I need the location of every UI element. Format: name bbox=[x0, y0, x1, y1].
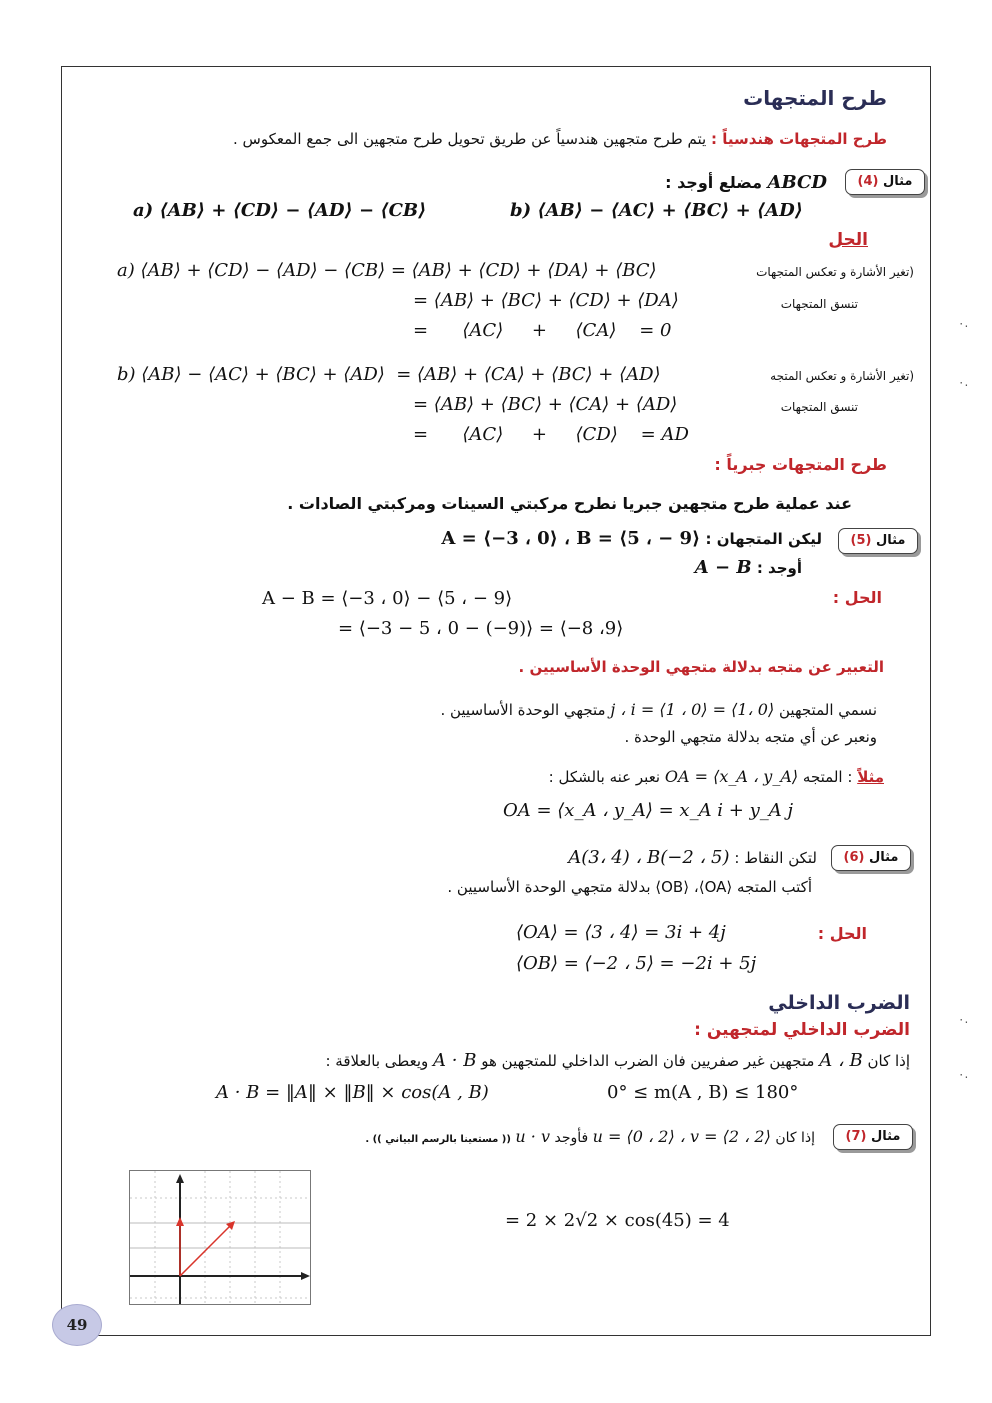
algebraic-heading: طرح المتجهات جبرياً : bbox=[714, 455, 887, 474]
geometric-text: يتم طرح متجهين هندسياً عن طريق تحويل طرح متجهين الى جمع المعكوس . bbox=[232, 130, 707, 148]
polygon-name: ABCD bbox=[767, 172, 827, 193]
solution5-label: الحل : bbox=[832, 588, 882, 607]
example4-part-b: b) ⟨AB⟩ − ⟨AC⟩ + ⟨BC⟩ + ⟨AD⟩ bbox=[510, 200, 803, 221]
example7-line: إذا كان u = ⟨0 ، 2⟩ ، v = ⟨2 ، 2⟩ فأوجد u · v (( مستعينا بالرسم البياني )) . bbox=[365, 1127, 815, 1146]
section-title-subtraction: طرح المتجهات bbox=[743, 86, 887, 110]
example4-badge: مثال (4) bbox=[845, 169, 925, 195]
example7-find-expr: u · v bbox=[515, 1127, 551, 1146]
sol4-a3: = ⟨AC⟩ + ⟨CA⟩ = 0 bbox=[413, 320, 672, 341]
dot-math-ab: A ، B bbox=[819, 1050, 863, 1071]
geometric-heading: طرح المتجهات هندسياً : bbox=[710, 130, 887, 148]
sol4-a2-note: تنسق المتجهات bbox=[780, 297, 858, 311]
vector-graph-svg bbox=[130, 1171, 310, 1304]
dot-text: إذا كان A ، B متجهين غير صفريين فان الضرب الداخلي للمتجهين هو A · B ويعطى بالعلاقة : bbox=[325, 1050, 910, 1071]
dot-formula: A · B = ‖A‖ × ‖B‖ × cos(A , B) bbox=[216, 1082, 489, 1103]
dot-math-adotb: A · B bbox=[433, 1050, 477, 1071]
unit-example-math: OA = ⟨x_A ، y_A⟩ bbox=[664, 767, 799, 786]
example7-badge: مثال (7) bbox=[833, 1124, 913, 1150]
example6-sol2: ⟨OB⟩ = ⟨−2 ، 5⟩ = −2i + 5j bbox=[516, 953, 757, 974]
example6-points-math: A(3، 4) ، B(−2 ، 5) bbox=[568, 847, 730, 868]
sol4-a1-note: (تغير الأشارة و تعكس المتجهات bbox=[756, 265, 914, 279]
geometric-line bbox=[233, 130, 887, 148]
unit-vectors-math: ⟨0 ،1⟩ = j ، i = ⟨1 ، 0⟩ bbox=[610, 700, 775, 719]
example6-instruction: أكتب المتجه ⟨OA⟩، ⟨OB⟩ بدلالة متجهي الوحدة الأساسيين . bbox=[447, 878, 812, 896]
sol5-line2: = ⟨−3 − 5 ، 0 − (−9)⟩ = ⟨−8 ،9⟩ bbox=[338, 618, 624, 639]
example4-part-a: a) ⟨AB⟩ + ⟨CD⟩ − ⟨AD⟩ − ⟨CB⟩ bbox=[133, 200, 427, 221]
margin-dot: ٠. bbox=[958, 1067, 969, 1081]
sol4-a1: a) ⟨AB⟩ + ⟨CD⟩ − ⟨AD⟩ − ⟨CB⟩ = ⟨AB⟩ + ⟨CD⟩ + ⟨DA⟩ + ⟨BC⟩ bbox=[117, 260, 657, 281]
example7-result: = 2 × 2√2 × cos(45) = 4 bbox=[505, 1210, 730, 1231]
x-axis-arrow bbox=[301, 1272, 310, 1280]
page-number-badge bbox=[52, 1304, 102, 1346]
unit-line2: ونعبر عن أي متجه بدلالة متجهي الوحدة . bbox=[624, 728, 877, 746]
solution6-label: الحل : bbox=[817, 924, 867, 943]
example7-hint: (( مستعينا بالرسم البياني )) . bbox=[365, 1134, 511, 1145]
unit-example-formula: OA = ⟨x_A ، y_A⟩ = x_A i + y_A j bbox=[503, 800, 794, 821]
unit-heading: التعبير عن متجه بدلالة متجهي الوحدة الأساسيين . bbox=[518, 658, 884, 676]
dot-subheading: الضرب الداخلي لمتجهين : bbox=[694, 1020, 910, 1040]
sol4-a2: = ⟨AB⟩ + ⟨BC⟩ + ⟨CD⟩ + ⟨DA⟩ bbox=[413, 290, 679, 311]
sol4-b1: b) ⟨AB⟩ − ⟨AC⟩ + ⟨BC⟩ + ⟨AD⟩ = ⟨AB⟩ + ⟨CA⟩ + ⟨BC⟩ + ⟨AD⟩ bbox=[117, 364, 661, 385]
example7-vectors: u = ⟨0 ، 2⟩ ، v = ⟨2 ، 2⟩ bbox=[592, 1127, 771, 1146]
algebraic-text: عند عملية طرح متجهين جبريا نطرح مركبتي السينات ومركبتي الصادات . bbox=[287, 494, 852, 513]
unit-line1: نسمي المتجهين ⟨0 ،1⟩ = j ، i = ⟨1 ، 0⟩ متجهي الوحدة الأساسيين . bbox=[440, 700, 877, 719]
example4-prompt: ABCD مضلع أوجد : bbox=[665, 172, 827, 193]
sol4-b2: = ⟨AB⟩ + ⟨BC⟩ + ⟨CA⟩ + ⟨AD⟩ bbox=[413, 394, 678, 415]
graph-grid bbox=[130, 1171, 310, 1304]
sol4-b2-note: تنسق المتجهات bbox=[780, 400, 858, 414]
vector-v bbox=[180, 1226, 230, 1276]
unit-example-line: مثلاً : المتجه OA = ⟨x_A ، y_A⟩ نعبر عنه بالشكل : bbox=[548, 767, 884, 786]
sol5-line1: A − B = ⟨−3 ، 0⟩ − ⟨5 ، − 9⟩ bbox=[262, 588, 513, 609]
vector-graph bbox=[129, 1170, 311, 1305]
example5-vectors: A = ⟨−3 ، 0⟩ ، B = ⟨5 ، − 9⟩ bbox=[441, 528, 701, 549]
sol4-b3: = ⟨AC⟩ + ⟨CD⟩ = AD bbox=[413, 424, 689, 445]
y-axis-arrow bbox=[176, 1174, 184, 1183]
margin-dot: ٠. bbox=[958, 316, 969, 330]
dot-range: 0° ≤ m(A , B) ≤ 180° bbox=[607, 1082, 799, 1103]
page-number: 49 bbox=[66, 1316, 88, 1334]
example5-prompt: ليكن المتجهان : A = ⟨−3 ، 0⟩ ، B = ⟨5 ، − 9⟩ bbox=[441, 528, 822, 549]
sol4-b1-note: (تغير الأشارة و تعكس المتجه bbox=[770, 369, 914, 383]
dot-title: الضرب الداخلي bbox=[768, 992, 910, 1014]
example6-sol1: ⟨OA⟩ = ⟨3 ، 4⟩ = 3i + 4j bbox=[516, 922, 726, 943]
example6-points: لتكن النقاط : A(3، 4) ، B(−2 ، 5) bbox=[568, 847, 817, 868]
vector-u-arrowhead bbox=[176, 1217, 184, 1226]
example5-find-expr: A − B bbox=[694, 557, 752, 578]
margin-dot: ٠. bbox=[958, 375, 969, 389]
margin-dot: ٠. bbox=[958, 1012, 969, 1026]
solution4-label: الحل bbox=[828, 230, 868, 250]
example5-badge: مثال (5) bbox=[838, 528, 918, 554]
example5-find: أوجد : A − B bbox=[694, 557, 802, 578]
example-label: مثلاً bbox=[857, 768, 884, 786]
example6-badge: مثال (6) bbox=[831, 845, 911, 871]
